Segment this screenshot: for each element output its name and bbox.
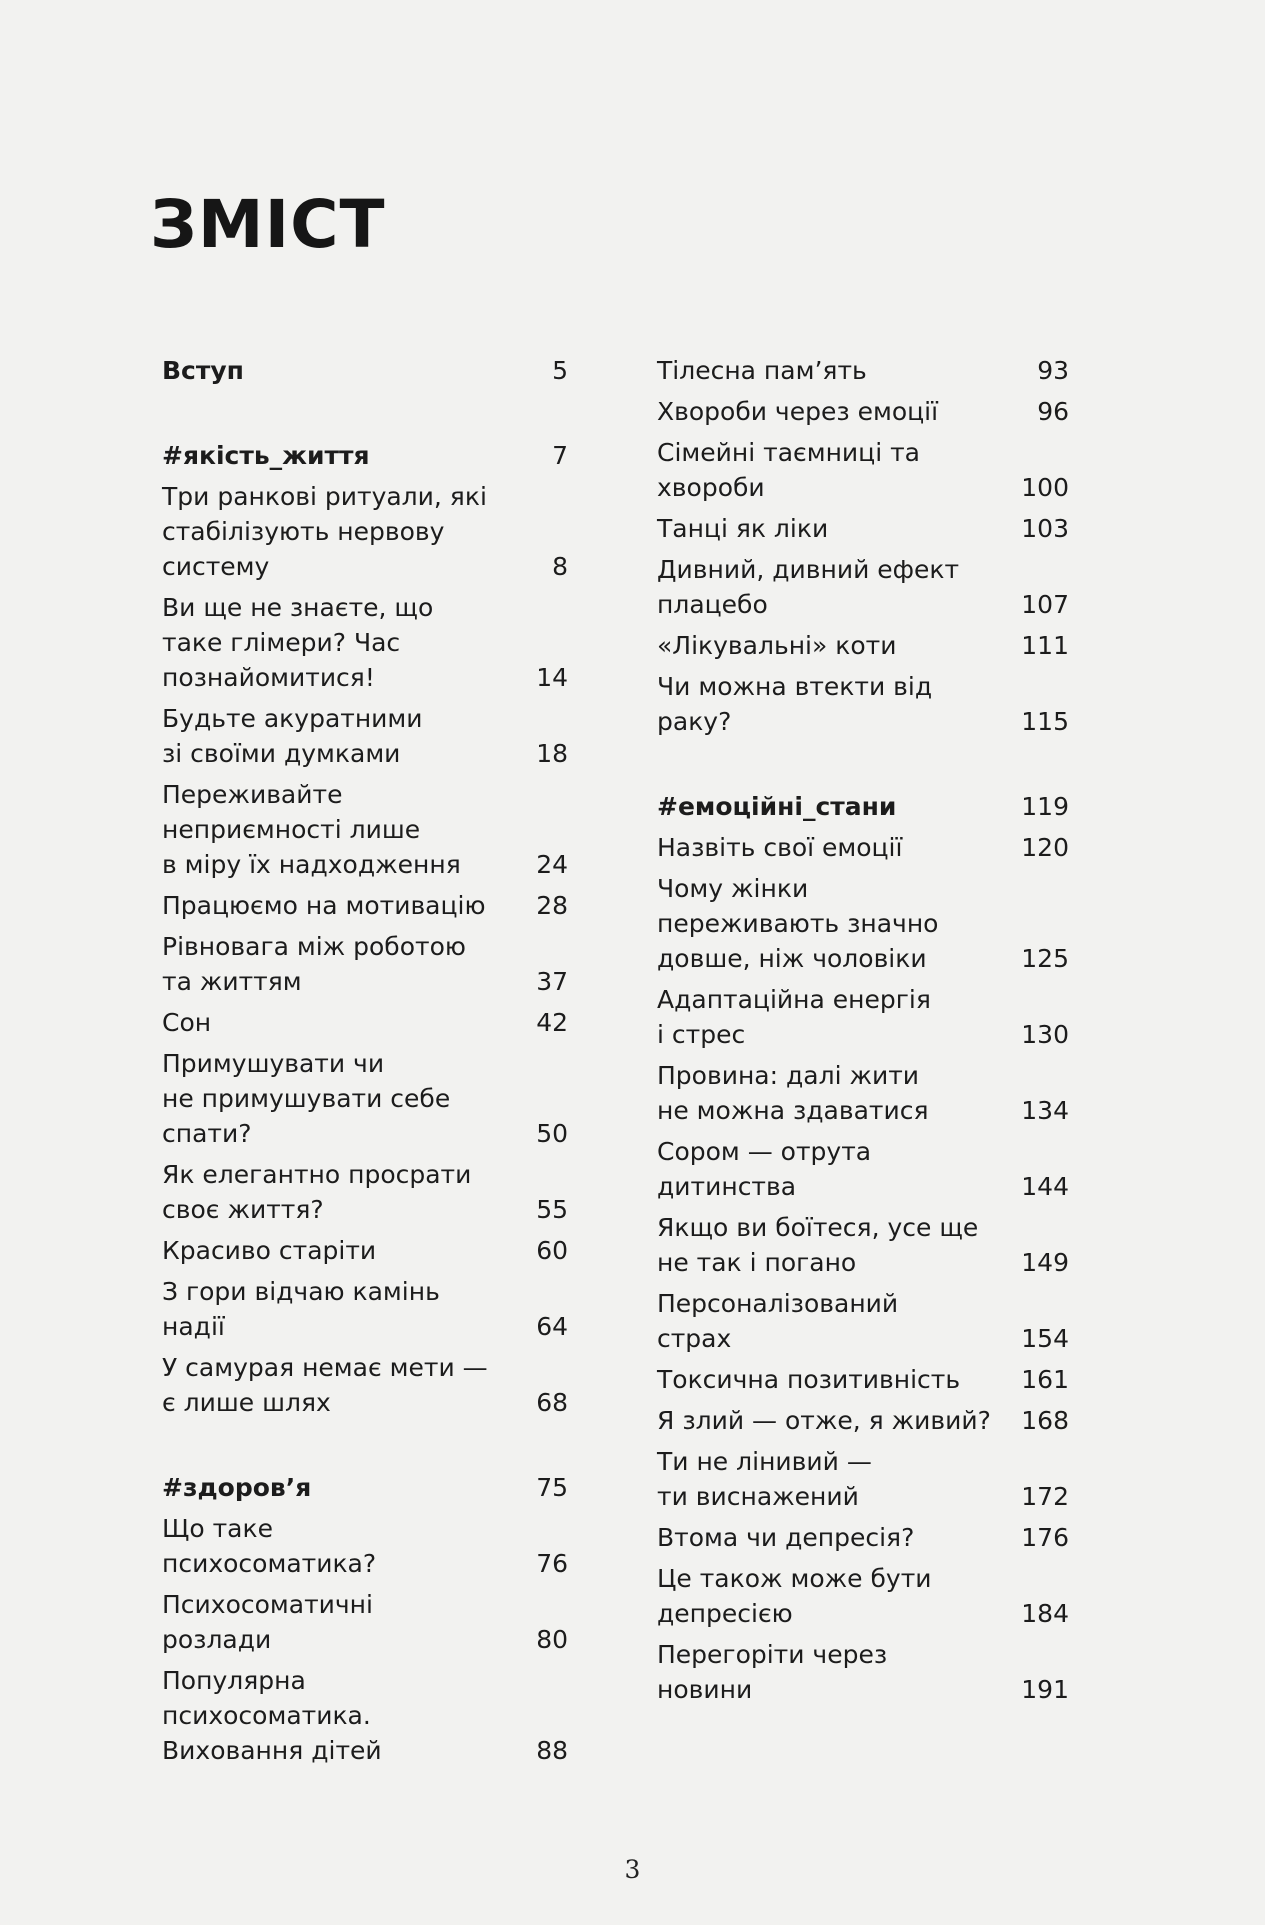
toc-entry-page: 64: [536, 1312, 568, 1341]
toc-entry-title: Як елегантно просрати своє життя?: [162, 1160, 472, 1224]
toc-entry-title: Це також може бути депресією: [657, 1564, 932, 1628]
toc-entry: [657, 669, 1085, 739]
toc-entry-page: 111: [1021, 631, 1069, 660]
toc-entry: [657, 353, 1085, 388]
toc-entry: [657, 1520, 1085, 1555]
toc-entry-title: Примушувати чи не примушувати себе спати?: [162, 1049, 451, 1148]
toc-entry-page: 14: [536, 663, 568, 692]
toc-entry: [162, 777, 582, 882]
toc-entry-title: Ти не лінивий — ти виснажений: [657, 1447, 872, 1511]
toc-entry-page: 8: [552, 552, 568, 581]
toc-entry: [162, 888, 582, 923]
toc-entry-title: Адаптаційна енергія і стрес: [657, 985, 931, 1049]
toc-entry-title: «Лікувальні» коти: [657, 631, 897, 660]
toc-section-heading: [657, 789, 1085, 824]
toc-entry-title: #емоційні_стани: [657, 792, 897, 821]
toc-section-heading: [162, 438, 582, 473]
toc-entry-title: Чому жінки переживають значно довше, ніж чоловіки: [657, 874, 939, 973]
toc-entry-page: 100: [1021, 473, 1069, 502]
toc-entry: [657, 394, 1085, 429]
toc-entry-page: 191: [1021, 1675, 1069, 1704]
toc-entry-page: 130: [1021, 1020, 1069, 1049]
toc-entry: [657, 1637, 1085, 1707]
toc-entry: [657, 1362, 1085, 1397]
toc-entry-title: Назвіть свої емоції: [657, 833, 903, 862]
toc-entry: [162, 1350, 582, 1420]
toc-column-right: [657, 353, 1085, 1713]
toc-entry: [657, 1058, 1085, 1128]
toc-entry: [657, 830, 1085, 865]
toc-entry-page: 93: [1037, 356, 1069, 385]
toc-entry-page: 68: [536, 1388, 568, 1417]
toc-entry: [657, 1561, 1085, 1631]
toc-entry-title: Ви ще не знаєте, що таке глімери? Час познайомитися!: [162, 593, 434, 692]
toc-entry: [657, 511, 1085, 546]
toc-section-heading: [162, 353, 582, 388]
toc-entry-page: 50: [536, 1119, 568, 1148]
toc-entry-page: 5: [552, 356, 568, 385]
toc-entry-page: 134: [1021, 1096, 1069, 1125]
toc-entry-title: Втома чи депресія?: [657, 1523, 915, 1552]
toc-entry-title: Популярна психосоматика. Виховання дітей: [162, 1666, 382, 1765]
toc-entry: [657, 1210, 1085, 1280]
toc-entry-title: Вступ: [162, 356, 244, 385]
toc-entry-title: Красиво старіти: [162, 1236, 377, 1265]
toc-entry: [162, 1274, 582, 1344]
toc-entry-page: 37: [536, 967, 568, 996]
toc-entry-page: 24: [536, 850, 568, 879]
toc-entry: [657, 871, 1085, 976]
toc-entry-page: 176: [1021, 1523, 1069, 1552]
toc-entry-title: Рівновага між роботою та життям: [162, 932, 466, 996]
toc-entry-title: Танці як ліки: [657, 514, 829, 543]
toc-entry-title: Сон: [162, 1008, 212, 1037]
toc-entry: [657, 1286, 1085, 1356]
toc-entry-title: Перегоріти через новини: [657, 1640, 888, 1704]
toc-entry-page: 144: [1021, 1172, 1069, 1201]
toc-entry-page: 80: [536, 1625, 568, 1654]
toc-entry: [162, 1046, 582, 1151]
toc-entry: [657, 1134, 1085, 1204]
toc-entry: [162, 1005, 582, 1040]
toc-entry-page: 172: [1021, 1482, 1069, 1511]
toc-entry-page: 107: [1021, 590, 1069, 619]
toc-entry-title: Хвороби через емоції: [657, 397, 939, 426]
page-number: 3: [624, 1855, 641, 1884]
toc-entry-title: Провина: далі жити не можна здаватися: [657, 1061, 929, 1125]
toc-entry: [162, 1663, 582, 1768]
toc-entry-title: Дивний, дивний ефект плацебо: [657, 555, 960, 619]
toc-entry-title: #здоров’я: [162, 1473, 312, 1502]
toc-entry-title: Сімейні таємниці та хвороби: [657, 438, 920, 502]
toc-entry-page: 76: [536, 1549, 568, 1578]
toc-entry-title: У самурая немає мети — є лише шлях: [162, 1353, 488, 1417]
toc-entry-page: 60: [536, 1236, 568, 1265]
toc-entry-page: 154: [1021, 1324, 1069, 1353]
toc-entry: [162, 1587, 582, 1657]
toc-entry-page: 115: [1021, 707, 1069, 736]
toc-entry: [162, 701, 582, 771]
toc-section-heading: [162, 1470, 582, 1505]
toc-entry-page: 125: [1021, 944, 1069, 973]
toc-entry: [162, 479, 582, 584]
toc-entry: [657, 552, 1085, 622]
toc-entry-page: 120: [1021, 833, 1069, 862]
toc-entry-page: 119: [1021, 792, 1069, 821]
toc-entry-title: Чи можна втекти від раку?: [657, 672, 933, 736]
toc-entry-page: 75: [536, 1473, 568, 1502]
toc-entry-page: 88: [536, 1736, 568, 1765]
toc-entry-page: 168: [1021, 1406, 1069, 1435]
toc-entry-page: 7: [552, 441, 568, 470]
toc-entry-title: З гори відчаю камінь надії: [162, 1277, 440, 1341]
toc-entry-title: Токсична позитивність: [657, 1365, 961, 1394]
toc-entry: [657, 982, 1085, 1052]
toc-entry: [162, 1233, 582, 1268]
toc-entry-page: 55: [536, 1195, 568, 1224]
toc-entry-page: 28: [536, 891, 568, 920]
toc-entry-title: Персоналізований страх: [657, 1289, 899, 1353]
page-title: ЗМІСТ: [150, 186, 386, 263]
toc-entry: [657, 628, 1085, 663]
toc-entry-page: 161: [1021, 1365, 1069, 1394]
toc-entry: [657, 1403, 1085, 1438]
toc-entry: [162, 1511, 582, 1581]
toc-entry-page: 103: [1021, 514, 1069, 543]
toc-entry-title: Три ранкові ритуали, які стабілізують нервову систему: [162, 482, 487, 581]
toc-entry: [162, 1157, 582, 1227]
toc-entry-page: 184: [1021, 1599, 1069, 1628]
toc-entry-title: Якщо ви боїтеся, усе ще не так і погано: [657, 1213, 979, 1277]
toc-entry-title: Будьте акуратними зі своїми думками: [162, 704, 423, 768]
toc-entry: [657, 1444, 1085, 1514]
toc-entry-page: 96: [1037, 397, 1069, 426]
toc-entry-title: Я злий — отже, я живий?: [657, 1406, 991, 1435]
toc-entry-page: 149: [1021, 1248, 1069, 1277]
toc-column-left: [162, 353, 582, 1774]
toc-entry-title: Сором — отрута дитинства: [657, 1137, 872, 1201]
toc-entry: [657, 435, 1085, 505]
toc-entry-title: #якість_життя: [162, 441, 370, 470]
toc-entry: [162, 929, 582, 999]
toc-entry-title: Психосоматичні розлади: [162, 1590, 373, 1654]
toc-entry-title: Переживайте неприємності лише в міру їх надходження: [162, 780, 461, 879]
toc-entry-title: Тілесна пам’ять: [657, 356, 867, 385]
toc-entry-page: 18: [536, 739, 568, 768]
toc-entry-page: 42: [536, 1008, 568, 1037]
toc-entry: [162, 590, 582, 695]
toc-entry-title: Працюємо на мотивацію: [162, 891, 486, 920]
toc-entry-title: Що таке психосоматика?: [162, 1514, 377, 1578]
